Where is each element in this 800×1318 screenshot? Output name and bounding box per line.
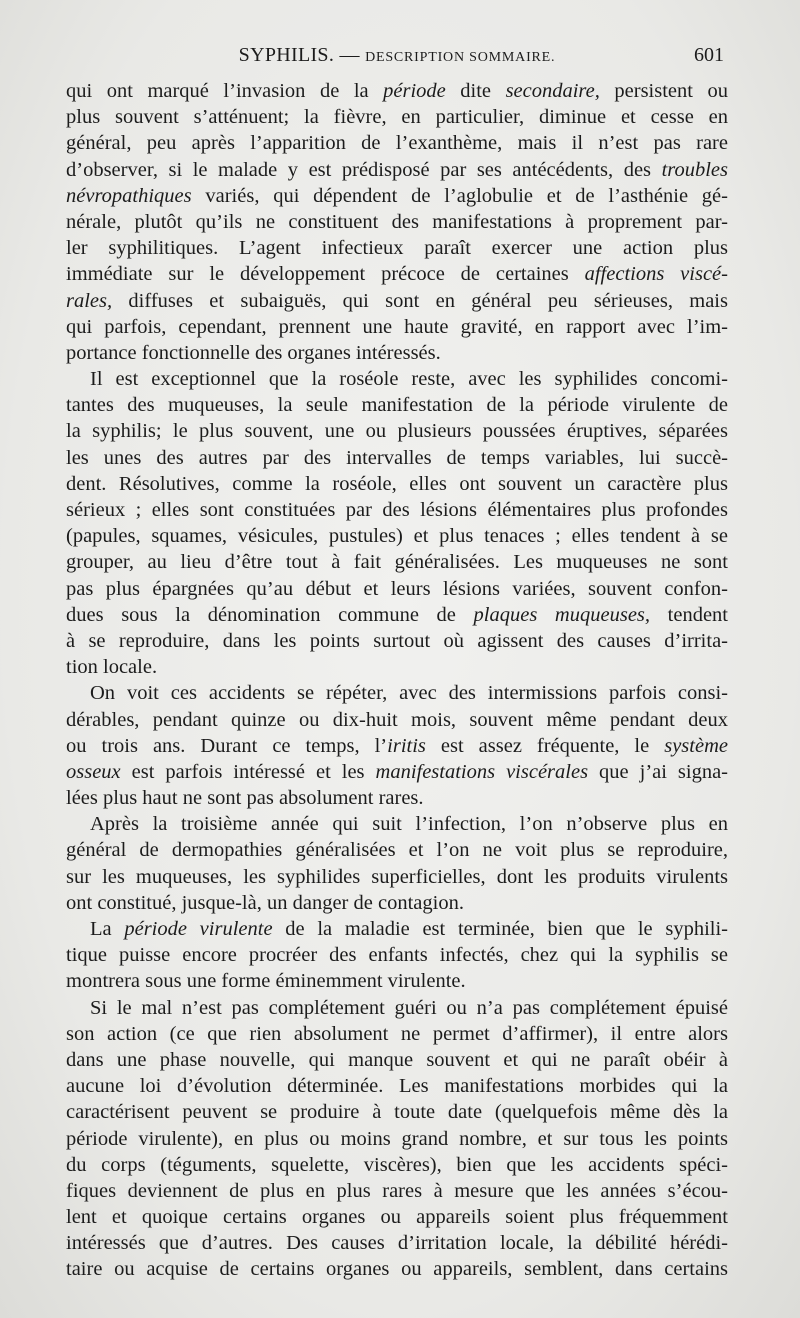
- text-line: [66, 1152, 728, 1178]
- text-line: [66, 104, 728, 130]
- text-line: [66, 497, 728, 523]
- text-line: [66, 1178, 728, 1204]
- italic-segment: osseux: [66, 760, 121, 783]
- text-line: [66, 183, 728, 209]
- text-line: [66, 549, 728, 575]
- text-line: [66, 707, 728, 733]
- text-segment: Si le mal n’est pas complétement guéri ou n’a pas complétement épuisé: [90, 996, 728, 1019]
- text-segment: taire ou acquise de certains organes ou appareils, semblent, dans certains: [66, 1258, 728, 1281]
- text-line: [66, 209, 728, 235]
- text-segment: période virulente), en plus ou moins grand nombre, et sur tous les points: [66, 1127, 728, 1150]
- text-segment: variés, qui dépendent de l’aglobulie et de l’asthénie gé-: [191, 184, 728, 207]
- text-line: [66, 314, 728, 340]
- text-segment: qui ont marqué l’invasion de la: [66, 80, 384, 102]
- text-line: [66, 261, 728, 287]
- text-line: [66, 628, 728, 654]
- text-segment: les unes des autres par des intervalles de temps variables, lui succè-: [66, 446, 728, 469]
- text-segment: portance fonctionnelle des organes intéressés.: [66, 341, 441, 364]
- text-segment: Il est exceptionnel que la roséole reste, avec les syphilides concomi-: [90, 368, 728, 391]
- text-line: [66, 523, 728, 549]
- text-segment: dent. Résolutives, comme la roséole, elles ont souvent un caractère plus: [66, 472, 728, 495]
- italic-segment: troubles: [661, 158, 728, 181]
- text-segment: dérables, pendant quinze ou dix-huit mois, souvent même pendant deux: [66, 708, 728, 731]
- text-segment: qui parfois, cependant, prennent une haute gravité, en rapport avec l’im-: [66, 315, 728, 338]
- text-segment: montrera sous une forme éminemment virulente.: [66, 970, 466, 993]
- page-number: 601: [694, 44, 724, 66]
- text-segment: pas plus épargnées qu’au début et leurs lésions variées, souvent confon-: [66, 577, 728, 600]
- text-line: [66, 942, 728, 968]
- text-segment: du corps (téguments, squelette, viscères), bien que les accidents spéci-: [66, 1153, 728, 1176]
- text-segment: son action (ce que rien absolument ne permet d’affirmer), il entre alors: [66, 1022, 728, 1045]
- italic-segment: plaques muqueuses,: [473, 603, 651, 626]
- running-header: [66, 44, 728, 78]
- text-line: [66, 1204, 728, 1230]
- text-line: [66, 1256, 728, 1282]
- text-line: [66, 1073, 728, 1099]
- text-segment: de la maladie est terminée, bien que le syphili-: [272, 918, 728, 940]
- running-title-main: SYPHILIS. —: [238, 44, 366, 66]
- text-line: [66, 1126, 728, 1152]
- text-line: [66, 864, 728, 890]
- text-line: [66, 837, 728, 863]
- text-line: [66, 157, 728, 183]
- text-segment: sur les muqueuses, les syphilides superficielles, dont les produits virulents: [66, 865, 728, 888]
- text-segment: que j’ai signa-: [588, 760, 728, 783]
- text-segment: diffuses et subaiguës, qui sont en général peu sérieuses, mais: [112, 289, 728, 312]
- text-segment: dans une phase nouvelle, qui manque souvent et qui ne paraît obéir à: [66, 1048, 728, 1071]
- text-line: [66, 235, 728, 261]
- italic-segment: période virulente: [124, 918, 273, 940]
- text-segment: tantes des muqueuses, la seule manifestation de la période virulente de: [66, 394, 728, 417]
- text-segment: ou trois ans. Durant ce temps, l’: [66, 734, 388, 757]
- text-segment: lées plus haut ne sont pas absolument rares.: [66, 787, 424, 810]
- text-segment: d’observer, si le malade y est prédisposé par ses antécédents, des: [66, 158, 662, 181]
- text-line: [66, 471, 728, 497]
- italic-segment: période: [383, 80, 446, 102]
- text-segment: plus souvent s’atténuent; la fièvre, en particulier, diminue et cesse en: [66, 106, 728, 129]
- body-text: [66, 78, 728, 1283]
- italic-segment: rales,: [66, 289, 113, 312]
- running-title: [66, 44, 728, 67]
- italic-segment: iritis: [387, 734, 426, 757]
- text-segment: grouper, au lieu d’être tout à fait généralisées. Les muqueuses ne sont: [66, 551, 728, 574]
- text-segment: fiques deviennent de plus en plus rares à mesure que les années s’écou-: [66, 1179, 728, 1202]
- text-line: [66, 733, 728, 759]
- text-line: [66, 288, 728, 314]
- text-segment: tion locale.: [66, 656, 158, 679]
- text-line: [66, 1047, 728, 1073]
- text-segment: ler syphilitiques. L’agent infectieux paraît exercer une action plus: [66, 237, 728, 260]
- text-line: [66, 340, 728, 366]
- text-line: [66, 445, 728, 471]
- text-segment: dite: [445, 80, 506, 102]
- text-segment: La: [90, 918, 125, 940]
- text-line: [66, 759, 728, 785]
- text-segment: dues sous la dénomination commune de: [66, 603, 474, 626]
- text-line: [66, 968, 728, 994]
- text-segment: est assez fréquente, le: [425, 734, 665, 757]
- text-segment: à se reproduire, dans les points surtout où agissent des causes d’irrita-: [66, 629, 728, 652]
- text-line: [66, 366, 728, 392]
- italic-segment: système: [664, 734, 728, 757]
- text-line: [66, 130, 728, 156]
- text-line: [66, 1099, 728, 1125]
- text-segment: tique puisse encore procréer des enfants infectés, chez qui la syphilis se: [66, 944, 728, 967]
- text-segment: (papules, squames, vésicules, pustules) et plus tenaces ; elles tendent à se: [66, 525, 728, 548]
- italic-segment: névropathiques: [66, 184, 192, 207]
- text-segment: Après la troisième année qui suit l’infection, l’on n’observe plus en: [90, 813, 728, 836]
- text-segment: immédiate sur le développement précoce de certaines: [66, 263, 585, 286]
- text-line: [66, 995, 728, 1021]
- text-segment: aucune loi d’évolution déterminée. Les manifestations morbides qui la: [66, 1075, 728, 1098]
- text-line: [66, 1230, 728, 1256]
- text-segment: ont constitué, jusque-là, un danger de contagion.: [66, 891, 464, 914]
- text-segment: est parfois intéressé et les: [120, 760, 376, 783]
- text-line: [66, 916, 728, 942]
- text-line: [66, 811, 728, 837]
- italic-segment: affections viscé-: [584, 263, 728, 286]
- text-line: [66, 392, 728, 418]
- text-segment: On voit ces accidents se répéter, avec des intermissions parfois consi-: [90, 682, 728, 705]
- text-line: [66, 785, 728, 811]
- text-segment: intéressés que d’autres. Des causes d’irritation locale, la débilité hérédi-: [66, 1232, 728, 1255]
- running-title-sub: DESCRIPTION SOMMAIRE.: [365, 50, 556, 65]
- text-segment: la syphilis; le plus souvent, une ou plusieurs poussées éruptives, séparées: [66, 420, 728, 443]
- text-segment: caractérisent peuvent se produire à toute date (quelquefois même dès la: [66, 1101, 728, 1124]
- text-line: [66, 418, 728, 444]
- text-line: [66, 78, 728, 104]
- italic-segment: manifestations viscérales: [375, 760, 589, 783]
- text-segment: persistent ou: [599, 80, 728, 102]
- text-segment: nérale, plutôt qu’ils ne constituent des manifestations à proprement par-: [66, 210, 728, 233]
- text-segment: lent et quoique certains organes ou appareils soient plus fréquemment: [66, 1206, 728, 1229]
- text-segment: sérieux ; elles sont constituées par des lésions élémentaires plus profondes: [66, 499, 728, 521]
- text-line: [66, 602, 728, 628]
- text-line: [66, 576, 728, 602]
- italic-segment: secondaire,: [505, 80, 600, 102]
- text-line: [66, 1021, 728, 1047]
- text-segment: général de dermopathies généralisées et l’on ne voit plus se reproduire,: [66, 839, 728, 862]
- text-line: [66, 890, 728, 916]
- text-segment: général, peu après l’apparition de l’exanthème, mais il n’est pas rare: [66, 132, 728, 155]
- text-line: [66, 654, 728, 680]
- text-line: [66, 680, 728, 706]
- text-segment: tendent: [650, 603, 728, 626]
